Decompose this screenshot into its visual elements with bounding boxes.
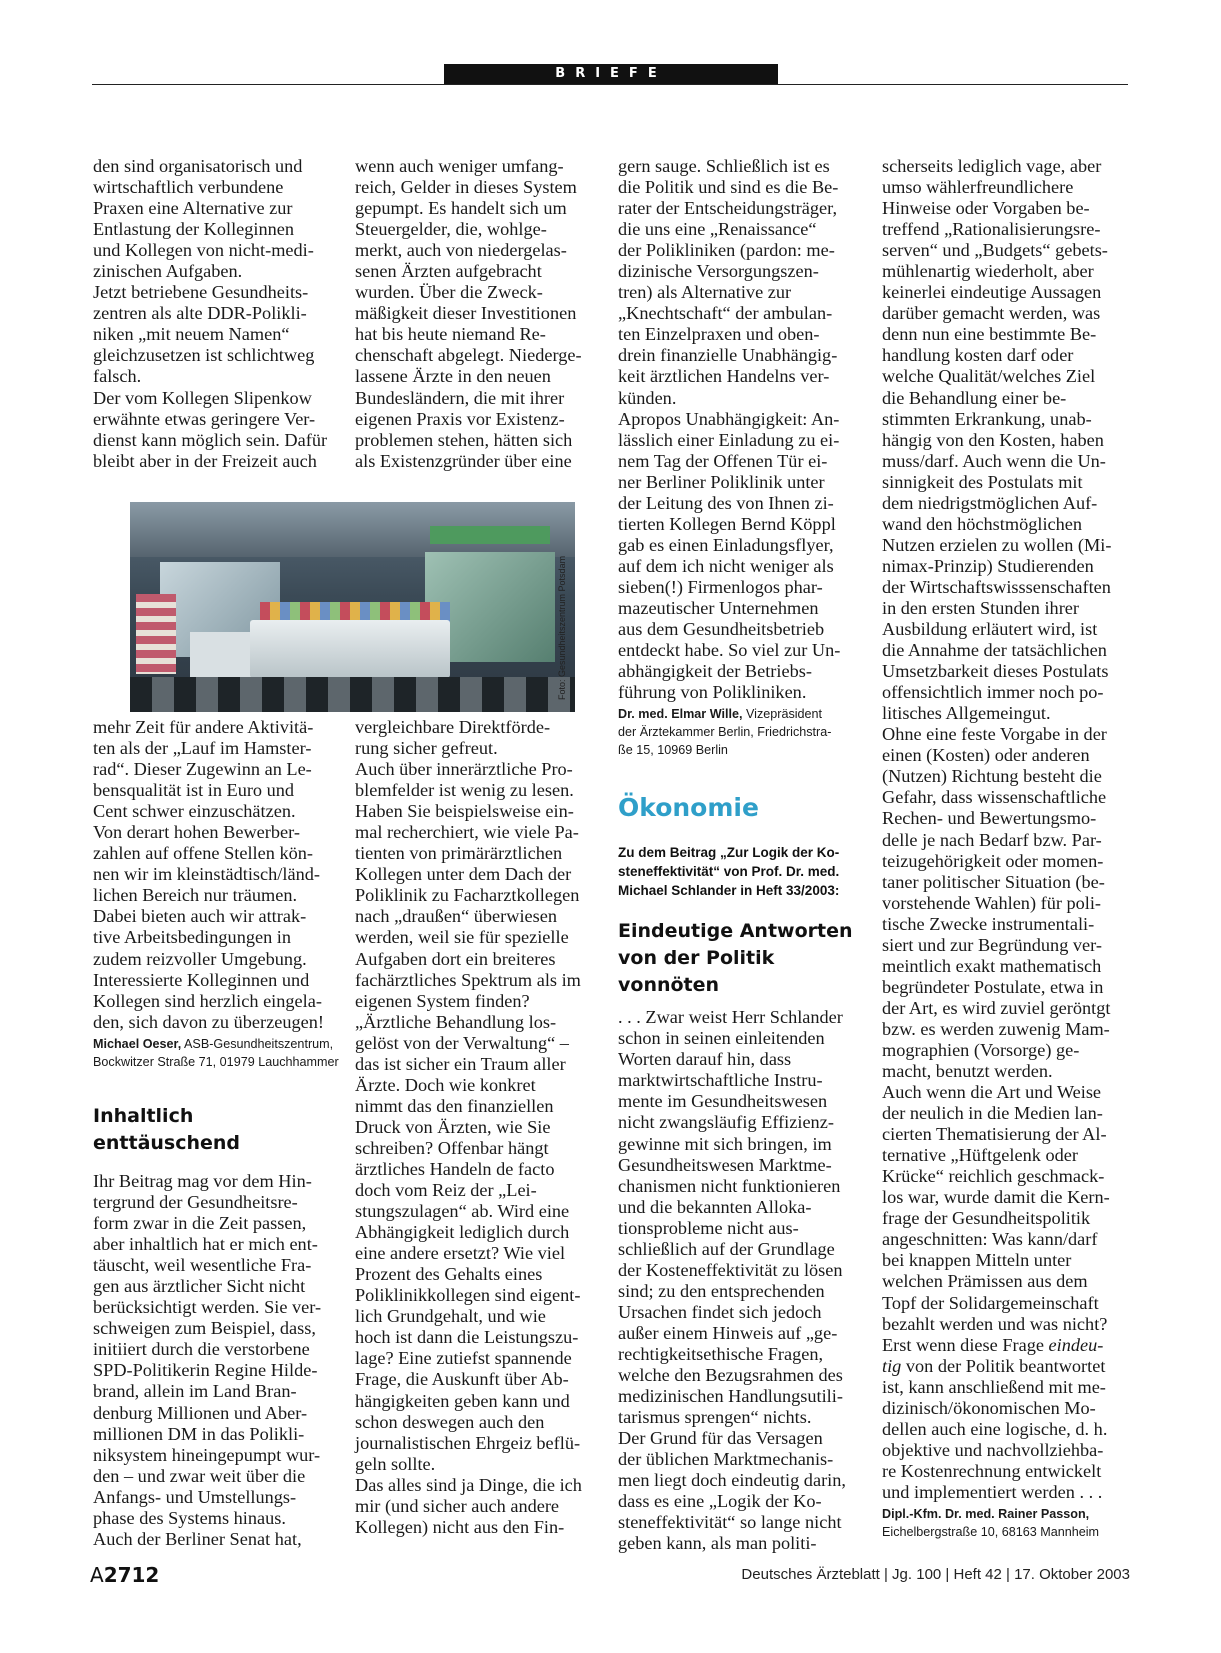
signature-affiliation: der Ärztekammer Berlin, Friedrichstra- [618, 725, 832, 740]
section-title-oekonomie: Ökonomie [618, 793, 759, 823]
text-line: aber inhaltlich hat er mich ent- [93, 1234, 318, 1255]
text-line: Rechen- und Bewertungsmo- [882, 808, 1097, 829]
text-line: von der Politik vonnöten [618, 947, 775, 997]
text-line: „Ärztliche Behandlung los- [355, 1011, 557, 1032]
column-2-top [355, 156, 605, 472]
text-line: schon in seinen einleitenden [618, 1028, 825, 1049]
text-line: Auch der Berliner Senat hat, [93, 1528, 302, 1549]
text-line: serven“ und „Budgets“ gebets- [882, 240, 1108, 261]
letter-wille-end [618, 156, 868, 703]
text-line: rater der Entscheidungsträger, [618, 198, 838, 219]
text-line: außer einem Hinweis auf „ge- [618, 1322, 838, 1343]
text-line: Entlastung der Kolleginnen [93, 219, 295, 240]
text-line: welche den Bezugsrahmen des [618, 1365, 843, 1386]
text-line: aus dem Gesundheitsbetrieb [618, 619, 825, 640]
text-line: meintlich exakt mathematisch [882, 955, 1102, 976]
text-line: vergleichbare Direktförde- [355, 717, 551, 737]
column-1-letter [93, 1103, 343, 1550]
text-line: objektive und nachvollziehba- [882, 1439, 1104, 1460]
text-line: ner Berliner Poliklinik unter [618, 471, 825, 492]
text-line: (Nutzen) Richtung besteht die [882, 766, 1102, 787]
text-line: und die bekannten Alloka- [618, 1196, 812, 1217]
text-line: bleibt aber in der Freizeit auch [93, 450, 317, 471]
text-line: Haben Sie beispielsweise ein- [355, 801, 574, 822]
text-line: als Existenzgründer über eine [355, 450, 572, 471]
text-line: ten Einzelpraxen und oben- [618, 324, 820, 345]
text-line: Anfangs- und Umstellungs- [93, 1486, 297, 1507]
text-line: die Behandlung einer be- [882, 387, 1067, 408]
text-line: dizinisch/ökonomischen Mo- [882, 1397, 1096, 1418]
text-line: Praxen eine Alternative zur [93, 198, 293, 219]
text-line: phase des Systems hinaus. [93, 1507, 286, 1528]
page-number: A2712 [90, 1563, 160, 1587]
text-line: journalistischen Ehrgeiz beflü- [355, 1432, 581, 1453]
text-line: mazeutischer Unternehmen [618, 597, 819, 618]
text-line: angeschnitten: Was kann/darf [882, 1229, 1098, 1250]
text-line: die uns eine „Renaissance“ [618, 219, 817, 240]
text-line: delle je nach Bedarf bzw. Par- [882, 829, 1102, 850]
text-line: Druck von Ärzten, wie Sie [355, 1116, 551, 1137]
text-line: Ausbildung erläutert wird, ist [882, 619, 1098, 640]
text-line: wirtschaftlich verbundene [93, 177, 284, 198]
text-line: Zu dem Beitrag „Zur Logik der Ko- [618, 845, 840, 861]
text-line: mal recherchiert, wie viele Pa- [355, 822, 579, 843]
text-line: erwähnte etwas geringere Ver- [93, 408, 316, 429]
text-line: lassene Ärzte in den neuen [355, 366, 551, 387]
text-line: schreiben? Offenbar hängt [355, 1137, 549, 1158]
text-line: Frage, die Auskunft über Ab- [355, 1369, 569, 1390]
text-line: werden, weil sie für spezielle [355, 927, 569, 948]
text-line: den sind organisatorisch und [93, 156, 303, 176]
text-line: tarismus sprengen“ nichts. [618, 1407, 812, 1428]
text-line: bzw. es werden zuwenig Mam- [882, 1018, 1110, 1039]
text-line: mühlenartig wiederholt, aber [882, 261, 1094, 282]
signature-name: Dr. med. Elmar Wille, [618, 707, 743, 722]
subheading-eindeutige [618, 918, 868, 999]
text-line: gelöst von der Verwaltung“ – [355, 1032, 569, 1053]
text-line: mente im Gesundheitswesen [618, 1091, 828, 1112]
text-line: problemen stehen, hätten sich [355, 429, 573, 450]
text-line: einen (Kosten) oder anderen [882, 745, 1090, 766]
text-line: die Annahme der tatsächlichen [882, 640, 1107, 661]
text-line: blemfelder ist wenig zu lesen. [355, 780, 574, 801]
text-line: Eindeutige Antworten [618, 920, 853, 943]
text-line: dizinische Versorgungszen- [618, 261, 819, 282]
text-line: Topf der Solidargemeinschaft [882, 1292, 1099, 1313]
text-line: Interessierte Kolleginnen und [93, 969, 310, 990]
text-line: Auch über innerärztliche Pro- [355, 759, 573, 780]
text-line: stimmten Erkrankung, unab- [882, 408, 1092, 429]
emphasis-line-1: Erst wenn diese Frage eindeu- [882, 1334, 1104, 1355]
signature-oeser [93, 1035, 343, 1071]
text-line: gern sauge. Schließlich ist es [618, 156, 830, 176]
text-line: eigenen Praxis vor Existenz- [355, 408, 565, 429]
signature-address: ße 15, 10969 Berlin [618, 743, 728, 758]
text-line: ternative „Hüftgelenk oder [882, 1145, 1078, 1166]
text-line: SPD-Politikerin Regine Hilde- [93, 1360, 318, 1381]
text-line: schweigen zum Beispiel, dass, [93, 1318, 316, 1339]
text-line: tionsprobleme nicht aus- [618, 1217, 799, 1238]
text-line: geben kann, als man politi- [618, 1533, 817, 1554]
text-line: ten als der „Lauf im Hamster- [93, 738, 312, 759]
text-line: macht, benutzt werden. [882, 1061, 1053, 1082]
subheading-inhaltlich: Inhaltlich enttäuschend [93, 1105, 241, 1154]
text-line: Krücke“ reichlich geschmack- [882, 1166, 1105, 1187]
text-line: in den ersten Stunden ihrer [882, 597, 1079, 618]
text-line: medizinischen Handlungsutili- [618, 1386, 843, 1407]
text-line: Ärzte. Doch wie konkret [355, 1074, 536, 1095]
text-line: rad“. Dieser Zugewinn an Le- [93, 759, 312, 780]
text-line: tierten Kollegen Bernd Köppl [618, 513, 836, 534]
letter-oeser-end [93, 717, 343, 1033]
signature-address: Bockwitzer Straße 71, 01979 Lauchhammer [93, 1054, 339, 1069]
text-line: mehr Zeit für andere Aktivitä- [93, 717, 314, 737]
text-line: Kollegen) nicht aus den Fin- [355, 1516, 565, 1537]
text-line: lage? Eine zutiefst spannende [355, 1348, 572, 1369]
text-line: führung von Polikliniken. [618, 682, 807, 703]
clinic-photo [130, 502, 575, 712]
text-line: ärztliches Handeln de facto [355, 1158, 555, 1179]
text-line: muss/darf. Auch wenn die Un- [882, 450, 1106, 471]
text-line: berücksichtigt werden. Sie ver- [93, 1297, 322, 1318]
text-line: nem Tag der Offenen Tür ei- [618, 450, 828, 471]
text-line: mir (und sicher auch andere [355, 1495, 560, 1516]
text-line: Kollegen sind herzlich eingela- [93, 990, 322, 1011]
text-line: und Kollegen von nicht-medi- [93, 240, 314, 261]
text-line: tische Zwecke instrumentali- [882, 913, 1095, 934]
text-line: gleichzusetzen ist schlichtweg [93, 345, 315, 366]
text-line: wurden. Über die Zweck- [355, 282, 543, 303]
text-line: der neulich in die Medien lan- [882, 1103, 1103, 1124]
text-line: merkt, auch von niedergelas- [355, 240, 567, 261]
text-line: hängigkeiten geben kann und [355, 1390, 570, 1411]
text-line: nicht zwangsläufig Effizienz- [618, 1112, 834, 1133]
text-line: senen Ärzten aufgebracht [355, 261, 542, 282]
text-line: rechtigkeitsethische Fragen, [618, 1343, 824, 1364]
text-line: den, sich davon zu überzeugen! [93, 1011, 324, 1032]
text-line: scherseits lediglich vage, aber [882, 156, 1102, 176]
text-line: hängig von den Kosten, haben [882, 429, 1104, 450]
text-line: zudem reizvoller Umgebung. [93, 948, 307, 969]
text-line: der Leitung des von Ihnen zi- [618, 492, 834, 513]
text-line: niken „mit neuem Namen“ [93, 324, 290, 345]
text-line: steneffektivität“ von Prof. Dr. med. [618, 864, 840, 880]
text-line: offensichtlich immer noch po- [882, 682, 1104, 703]
text-line: initiiert durch die verstorbene [93, 1339, 310, 1360]
text-line: Der Grund für das Versagen [618, 1428, 823, 1449]
text-line: dass es eine „Logik der Ko- [618, 1491, 822, 1512]
text-line: doch vom Reiz der „Lei- [355, 1180, 537, 1201]
text-line: Poliklinikkollegen sind eigent- [355, 1285, 581, 1306]
text-line: mäßigkeit dieser Investitionen [355, 303, 577, 324]
text-line: handlung kosten darf oder [882, 345, 1074, 366]
text-line: reich, Gelder in dieses System [355, 177, 577, 198]
text-line: Von derart hohen Bewerber- [93, 822, 300, 843]
text-line: men liegt doch eindeutig darin, [618, 1470, 846, 1491]
text-line: künden. [618, 387, 677, 408]
text-line: Ihr Beitrag mag vor dem Hin- [93, 1171, 312, 1191]
text-line: nimax-Prinzip) Studierenden [882, 555, 1094, 576]
text-line: niksystem hineingepumpt wur- [93, 1444, 321, 1465]
text-line: keinerlei eindeutige Aussagen [882, 282, 1102, 303]
text-line: Cent schwer einzuschätzen. [93, 801, 296, 822]
text-line: denburg Millionen und Aber- [93, 1402, 308, 1423]
text-line: form zwar in die Zeit passen, [93, 1213, 307, 1234]
text-line: Prozent des Gehalts eines [355, 1264, 543, 1285]
text-line: Kollegen unter dem Dach der [355, 864, 572, 885]
text-line: Worten darauf hin, dass [618, 1049, 792, 1070]
text-line: tergrund der Gesundheitsre- [93, 1192, 298, 1213]
text-line: Bundesländern, die mit ihrer [355, 387, 565, 408]
text-line: Hinweise oder Vorgaben be- [882, 198, 1090, 219]
text-line: nen wir im kleinstädtisch/länd- [93, 864, 320, 885]
text-line: das ist sicher ein Traum aller [355, 1053, 566, 1074]
text-line: Gesundheitswesen Marktme- [618, 1154, 832, 1175]
letter-passon-start [618, 1007, 868, 1554]
clinic-sign [430, 526, 550, 544]
text-line: zentren als alte DDR-Polikli- [93, 303, 307, 324]
text-line: litisches Allgemeingut. [882, 703, 1051, 724]
journal-footer: Deutsches Ärzteblatt | Jg. 100 | Heft 42 | 17. Oktober 2003 [741, 1566, 1130, 1583]
text-line: los war, wurde damit die Kern- [882, 1187, 1110, 1208]
text-line: chanismen nicht funktionieren [618, 1175, 841, 1196]
text-line: tren) als Alternative zur [618, 282, 792, 303]
text-line: begründeter Postulate, etwa in [882, 976, 1104, 997]
column-1-top [93, 156, 343, 472]
text-line: den – und zwar weit über die [93, 1465, 306, 1486]
signature-affiliation: ASB-Gesundheitszentrum, [184, 1036, 334, 1051]
text-line: Ursachen findet sich jedoch [618, 1301, 822, 1322]
photo-credit: Foto: Gesundheitszentrum Potsdam [557, 555, 567, 700]
text-line: täuscht, weil wesentliche Fra- [93, 1255, 312, 1276]
text-line: lässlich einer Einladung zu ei- [618, 429, 840, 450]
text-line: der Art, es wird zuviel geröntgt [882, 997, 1111, 1018]
text-line: tive Arbeitsbedingungen in [93, 927, 292, 948]
column-1-lower [93, 717, 343, 1071]
header-rule [92, 84, 1128, 85]
text-line: der Kosteneffektivität zu lösen [618, 1259, 843, 1280]
emphasis-line-2: tig von der Politik beantwortet [882, 1355, 1106, 1376]
text-line: gen aus ärztlicher Sicht nicht [93, 1276, 306, 1297]
text-line: welche Qualität/welches Ziel [882, 366, 1096, 387]
text-line: dellen auch eine logische, d. h. [882, 1418, 1108, 1439]
article-reference [618, 843, 868, 900]
text-line: Gefahr, dass wissenschaftliche [882, 787, 1107, 808]
text-line: teizugehörigkeit oder momen- [882, 850, 1104, 871]
text-line: Das alles sind ja Dinge, die ich [355, 1474, 582, 1495]
column-4 [882, 156, 1132, 1541]
text-line: rung sicher gefreut. [355, 738, 498, 759]
text-line: „Knechtschaft“ der ambulan- [618, 303, 833, 324]
text-line: steneffektivität“ so lange nicht [618, 1512, 842, 1533]
text-line: tienten von primärärztlichen [355, 843, 563, 864]
text-line: lichen Bereich nur träumen. [93, 885, 298, 906]
text-line: drein finanzielle Unabhängig- [618, 345, 838, 366]
text-line: sinnigkeit des Postulats mit [882, 471, 1083, 492]
text-line: dienst kann möglich sein. Dafür [93, 429, 328, 450]
text-line: hat bis heute niemand Re- [355, 324, 546, 345]
text-line: sieben(!) Firmenlogos phar- [618, 576, 823, 597]
text-line: taner politischer Situation (be- [882, 871, 1105, 892]
text-line: re Kostenrechnung entwickelt [882, 1460, 1102, 1481]
text-line: Apropos Unabhängigkeit: An- [618, 408, 840, 429]
text-line: eine andere ersetzt? Wie viel [355, 1243, 566, 1264]
text-line: nimmt das den finanziellen [355, 1095, 554, 1116]
text-line: Steuergelder, die, wohlge- [355, 219, 547, 240]
text-line: der Wirtschaftswisssenschaften [882, 576, 1111, 597]
text-line: sind; zu den entsprechenden [618, 1280, 825, 1301]
text-line: treffend „Rationalisierungsre- [882, 219, 1101, 240]
text-line: bezahlt werden und was nicht? [882, 1313, 1108, 1334]
text-line: die Politik und sind es die Be- [618, 177, 839, 198]
text-line: Aufgaben dort ein breiteres [355, 948, 556, 969]
text-line: der üblichen Marktmechanis- [618, 1449, 834, 1470]
text-line: auf dem ich nicht weniger als [618, 555, 834, 576]
text-line: Umsetzbarkeit dieses Postulats [882, 661, 1109, 682]
letter-passon-end [882, 1377, 1132, 1503]
text-line: ist, kann anschließend mit me- [882, 1376, 1106, 1397]
letter-body [93, 1171, 343, 1550]
text-line: lich Grundgehalt, und wie [355, 1306, 546, 1327]
text-line: Ohne eine feste Vorgabe in der [882, 724, 1107, 745]
text-line: zinischen Aufgaben. [93, 261, 243, 282]
text-line: nach „draußen“ überwiesen [355, 906, 558, 927]
text-line: gewinne mit sich bringen, im [618, 1133, 832, 1154]
reception-counter [250, 620, 450, 678]
text-line: umso wählerfreundlichere [882, 177, 1074, 198]
text-line: cierten Thematisierung der Al- [882, 1124, 1107, 1145]
text-line: frage der Gesundheitspolitik [882, 1208, 1091, 1229]
signature-passon [882, 1505, 1132, 1541]
text-line: schließlich auf der Grundlage [618, 1238, 835, 1259]
text-line: Michael Schlander in Heft 33/2003: [618, 883, 840, 899]
text-line: Poliklinik zu Facharztkollegen [355, 885, 580, 906]
text-line: gepumpt. Es handelt sich um [355, 198, 567, 219]
text-line: . . . Zwar weist Herr Schlander [618, 1007, 843, 1028]
section-label: BRIEFE [444, 64, 778, 84]
text-line: wenn auch weniger umfang- [355, 156, 564, 176]
signature-name: Dipl.-Kfm. Dr. med. Rainer Passon, [882, 1507, 1090, 1521]
text-line: falsch. [93, 366, 142, 387]
text-line: chenschaft abgelegt. Niederge- [355, 345, 582, 366]
text-line: stungszulagen“ ab. Wird eine [355, 1201, 570, 1222]
text-line: Dabei bieten auch wir attrak- [93, 906, 307, 927]
text-line: dem niedrigstmöglichen Auf- [882, 492, 1098, 513]
text-line: bei knappen Mitteln unter [882, 1250, 1072, 1271]
signature-name: Michael Oeser, [93, 1036, 182, 1051]
column-3 [618, 156, 868, 1554]
text-line: und implementiert werden . . . [882, 1481, 1103, 1502]
text-line: Nutzen erzielen zu wollen (Mi- [882, 534, 1112, 555]
text-line: mographien (Vorsorge) ge- [882, 1039, 1080, 1060]
text-line: schon deswegen auch den [355, 1411, 545, 1432]
text-line: darüber gemacht werden, was [882, 303, 1101, 324]
signature-wille [618, 705, 868, 759]
letter-passon-cont [882, 156, 1132, 1335]
text-line: bensqualität ist in Euro und [93, 780, 295, 801]
signature-title: Vizepräsident [745, 707, 823, 722]
column-2-lower [355, 717, 605, 1538]
text-line: gab es einen Einladungsflyer, [618, 534, 834, 555]
text-line: denn nun eine bestimmte Be- [882, 324, 1097, 345]
text-line: der Polikliniken (pardon: me- [618, 240, 835, 261]
text-line: hoch ist dann die Leistungszu- [355, 1327, 579, 1348]
text-line: zahlen auf offene Stellen kön- [93, 843, 313, 864]
signature-address: Eichelbergstraße 10, 68163 Mannheim [882, 1525, 1100, 1539]
text-line: Jetzt betriebene Gesundheits- [93, 282, 309, 303]
text-line: fachärztliches Spektrum als im [355, 969, 581, 990]
text-line: eigenen System finden? [355, 990, 530, 1011]
text-line: Der vom Kollegen Slipenkow [93, 387, 312, 408]
text-line: wand den höchstmöglichen [882, 513, 1083, 534]
text-line: vorstehende Wahlen) für poli- [882, 892, 1102, 913]
text-line: brand, allein im Land Bran- [93, 1381, 297, 1402]
text-line: geln sollte. [355, 1453, 436, 1474]
text-line: keit ärztlichen Handelns ver- [618, 366, 830, 387]
text-line: Auch wenn die Art und Weise [882, 1082, 1102, 1103]
text-line: marktwirtschaftliche Instru- [618, 1070, 823, 1091]
text-line: Abhängigkeit lediglich durch [355, 1222, 570, 1243]
text-line: millionen DM in das Polikli- [93, 1423, 305, 1444]
text-line: siert und zur Begründung ver- [882, 934, 1102, 955]
text-line: entdeckt habe. So viel zur Un- [618, 640, 841, 661]
text-line: abhängigkeit der Betriebs- [618, 661, 812, 682]
text-line: welchen Prämissen aus dem [882, 1271, 1088, 1292]
